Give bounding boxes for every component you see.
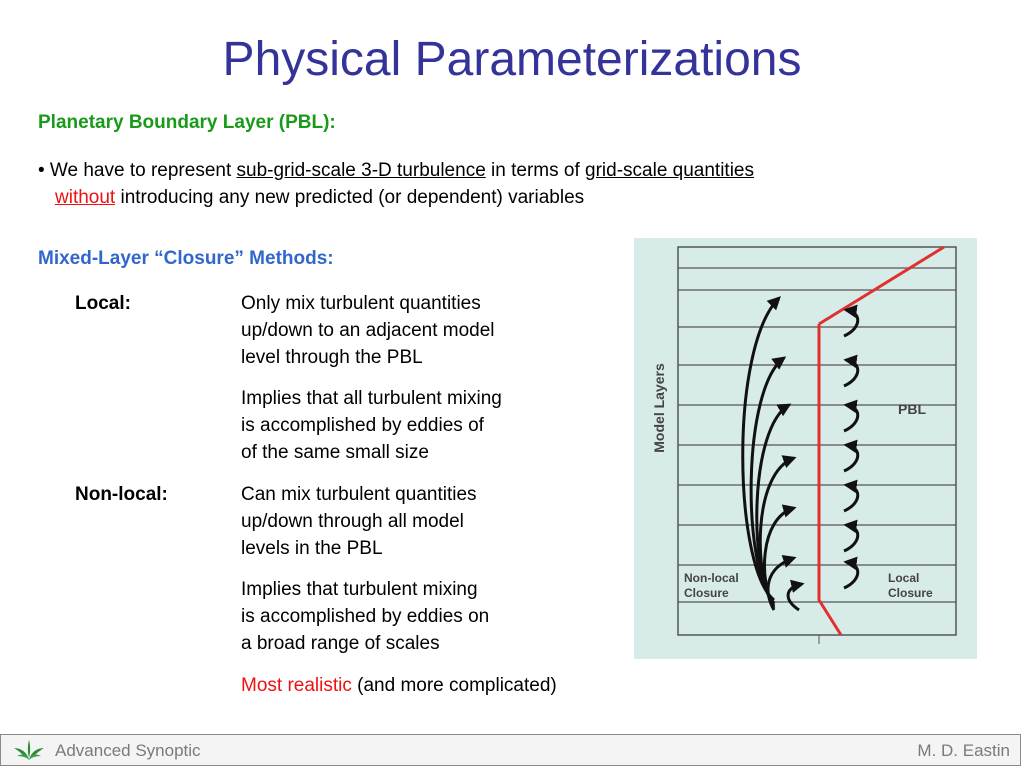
- nonlocal-label: Non-local:: [75, 484, 168, 505]
- term-gridscale: grid-scale quantities: [585, 160, 754, 181]
- bullet-point: [38, 157, 918, 211]
- layer-lines: [678, 268, 956, 602]
- local-label: Local:: [75, 293, 131, 314]
- bullet-line-1: [38, 157, 918, 184]
- text-line: is accomplished by eddies of: [241, 415, 484, 436]
- text-line: up/down to an adjacent model: [241, 320, 495, 341]
- y-axis-label: Model Layers: [651, 363, 667, 453]
- footer-author: M. D. Eastin: [917, 741, 1010, 760]
- pbl-profile-line: [819, 324, 841, 635]
- footer-course: Advanced Synoptic: [55, 741, 201, 760]
- bullet-prefix: • We have to represent: [38, 160, 237, 181]
- local-implication: [241, 385, 621, 466]
- local-description: [241, 290, 621, 371]
- text-line: Can mix turbulent quantities: [241, 484, 477, 505]
- local-closure-label-1: Local: [888, 571, 920, 585]
- closure-diagram-svg: [634, 238, 977, 659]
- text-line: of the same small size: [241, 442, 429, 463]
- realistic-rest: (and more complicated): [351, 675, 557, 696]
- slide-title: Physical Parameterizations: [222, 33, 802, 86]
- nonlocal-closure-label-1: Non-local: [684, 571, 739, 585]
- leaf-logo-icon: [11, 738, 47, 762]
- pbl-label: PBL: [898, 401, 926, 417]
- nonlocal-arrows: [743, 298, 802, 610]
- pbl-heading: Planetary Boundary Layer (PBL):: [38, 112, 336, 133]
- text-line: level through the PBL: [241, 347, 423, 368]
- bullet-line-2: [38, 184, 918, 211]
- text-line: is accomplished by eddies on: [241, 606, 490, 627]
- closure-diagram: [634, 238, 977, 659]
- text-line: Implies that all turbulent mixing: [241, 388, 502, 409]
- local-eddies: [844, 310, 858, 588]
- text-line: Only mix turbulent quantities: [241, 293, 481, 314]
- nonlocal-description: [241, 481, 621, 562]
- text-line: a broad range of scales: [241, 633, 440, 654]
- local-closure-label-2: Closure: [888, 586, 933, 600]
- text-line: levels in the PBL: [241, 538, 383, 559]
- arrow-eddy-7: [788, 584, 802, 610]
- term-subgrid: sub-grid-scale 3-D turbulence: [236, 160, 486, 181]
- bullet-rest: introducing any new predicted (or dependent) variables: [115, 187, 585, 208]
- most-realistic: Most realistic: [241, 675, 352, 696]
- nonlocal-implication: [241, 576, 621, 657]
- emphasis-without: without: [55, 187, 116, 208]
- nonlocal-closure-label-2: Closure: [684, 586, 729, 600]
- footer-bar: [0, 734, 1021, 766]
- realistic-note: [241, 672, 621, 699]
- mixed-layer-heading: Mixed-Layer “Closure” Methods:: [38, 248, 334, 269]
- bullet-middle: in terms of: [485, 160, 586, 181]
- pbl-top-line: [819, 247, 944, 324]
- text-line: Implies that turbulent mixing: [241, 579, 478, 600]
- text-line: up/down through all model: [241, 511, 464, 532]
